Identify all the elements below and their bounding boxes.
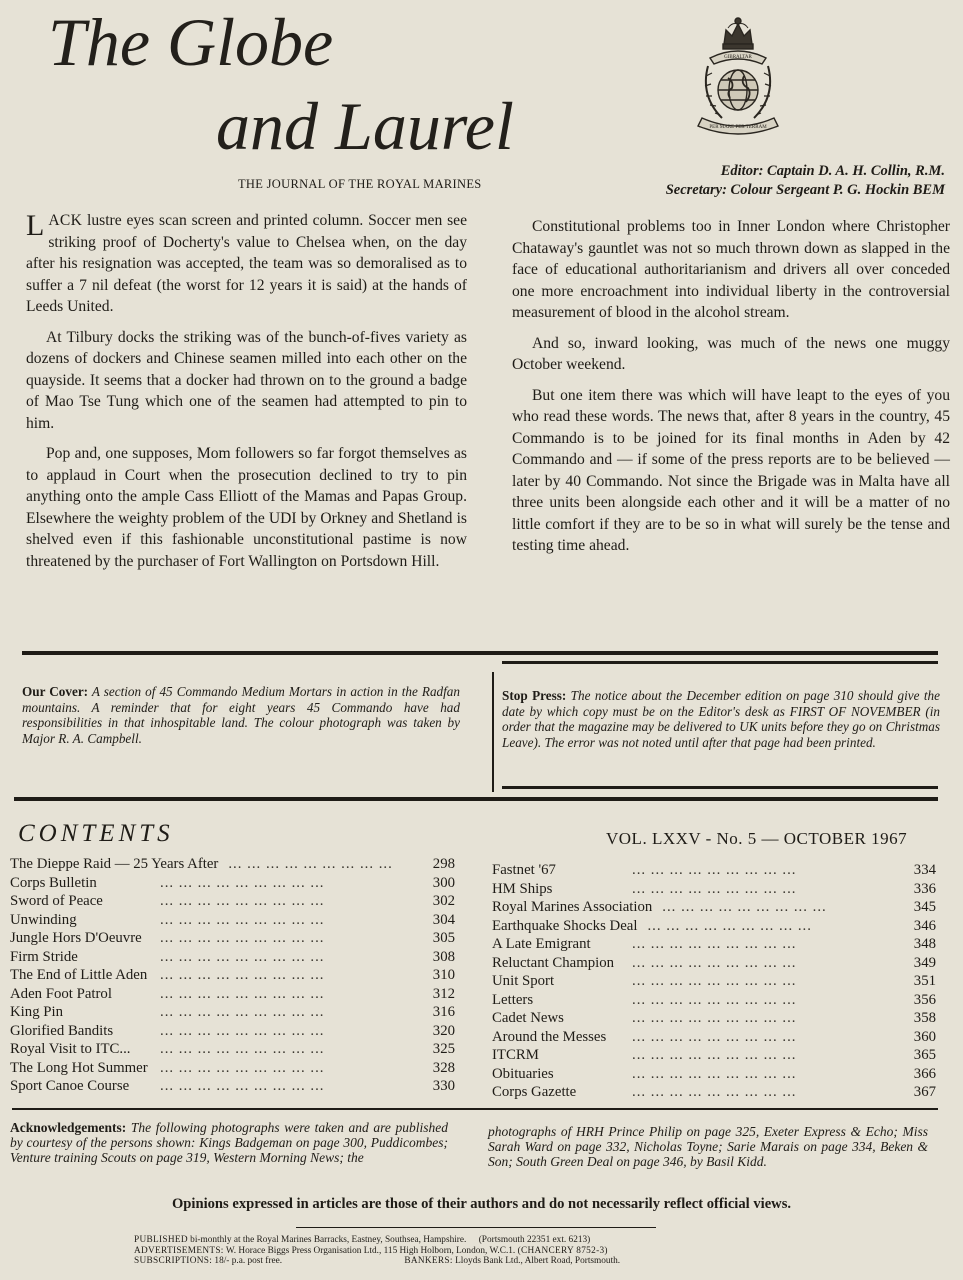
publication-footer <box>134 1235 834 1267</box>
column-divider <box>492 672 494 792</box>
contents-entry-title: Royal Visit to ITC... <box>10 1041 131 1057</box>
stop-press-note <box>502 688 940 750</box>
divider-rule <box>502 661 938 664</box>
contents-leader-dots: ... ... ... ... ... ... ... ... ... <box>662 899 827 915</box>
contents-entry <box>492 955 936 974</box>
contents-entry-page: 325 <box>432 1041 455 1057</box>
contents-entry-title: Firm Stride <box>10 948 78 965</box>
contents-leader-dots: ... ... ... ... ... ... ... ... ... <box>160 1022 325 1039</box>
footer-published: PUBLISHED bi-monthly at the Royal Marines Barracks, Eastney, Southsea, Hampshire. (Portsmouth 22351 ext. 6213) <box>134 1235 591 1245</box>
contents-leader-dots: ... ... ... ... ... ... ... ... ... <box>228 856 393 872</box>
contents-leader-dots: ... ... ... ... ... ... ... ... ... <box>632 973 797 989</box>
crest-upper-text: GIBRALTAR <box>724 55 752 60</box>
contents-entry <box>492 1010 936 1029</box>
contents-entry-page: 310 <box>432 967 455 983</box>
contents-leader-dots: ... ... ... ... ... ... ... ... ... <box>632 1065 797 1082</box>
contents-entry-page: 328 <box>432 1059 455 1076</box>
contents-entry-title: Sport Canoe Course <box>10 1078 130 1094</box>
contents-entry-title: Aden Foot Patrol <box>10 985 112 1002</box>
contents-entry-title: Corps Bulletin <box>10 874 97 891</box>
contents-entry-title: Letters <box>492 991 534 1008</box>
contents-entry <box>492 936 936 955</box>
contents-entry <box>492 862 936 881</box>
contents-entry-title: Glorified Bandits <box>10 1022 114 1039</box>
contents-entry-page: 360 <box>913 1028 936 1045</box>
editorial-paragraph: At Tilbury docks the striking was of the bunch-of-fives variety as dozens of dockers and Chinese seamen milled into each other on the quayside. It seems that a docker had thrown on to the ground a badge of Mao Tse Tung which one of the seamen had attempted to pin to him. <box>26 328 467 432</box>
contents-leader-dots: ... ... ... ... ... ... ... ... ... <box>160 911 325 928</box>
contents-leader-dots: ... ... ... ... ... ... ... ... ... <box>632 1084 797 1100</box>
contents-entry <box>492 899 936 918</box>
contents-leader-dots: ... ... ... ... ... ... ... ... ... <box>160 930 325 946</box>
contents-entry-title: The End of Little Aden <box>10 967 148 983</box>
contents-entry <box>492 918 936 937</box>
stop-press-label: Stop Press: <box>502 688 567 703</box>
contents-leader-dots: ... ... ... ... ... ... ... ... ... <box>632 1028 797 1045</box>
contents-entry-title: Royal Marines Association <box>492 899 653 915</box>
contents-entry <box>10 1004 455 1023</box>
contents-entry <box>10 1078 455 1097</box>
contents-entry-title: ITCRM <box>492 1047 539 1063</box>
contents-entry-title: Sword of Peace <box>10 893 103 909</box>
contents-entry-title: King Pin <box>10 1004 64 1020</box>
contents-entry <box>10 1060 455 1079</box>
divider-rule <box>14 797 938 801</box>
contents-leader-dots: ... ... ... ... ... ... ... ... ... <box>160 1041 325 1057</box>
contents-entry-page: 358 <box>913 1010 936 1026</box>
contents-entry <box>10 1023 455 1042</box>
contents-entry-title: A Late Emigrant <box>492 936 591 952</box>
footer-advertisements: ADVERTISEMENTS: W. Horace Biggs Press Organisation Ltd., 115 High Holborn, London, W.C.1. (CHANCERY 8752-3) <box>134 1245 608 1256</box>
editorial-paragraph: Soccer men see striking proof of Docherty's value to Chelsea when, on the day after his resignation was accepted, the team was so demoralised as to suffer a 7 nil defeat (the worst for 12 years it is said) at the hands of Leeds United. <box>26 212 467 315</box>
contents-entry-title: Obituaries <box>492 1065 554 1082</box>
editorial-paragraph: And so, inward looking, was much of the news one muggy October weekend. <box>512 334 950 373</box>
contents-entry-page: 330 <box>432 1078 455 1094</box>
divider-rule <box>22 651 938 655</box>
acknowledgements-label: Acknowledgements: <box>10 1120 127 1135</box>
disclaimer: Opinions expressed in articles are those of their authors and do not necessarily reflect official views. <box>171 1196 792 1212</box>
stop-press-text: The notice about the December edition on page 310 should give the date by which copy must be on the Editor's desk as FIRST OF NOVEMBER (in order that the magazine may be delivered to UK units before they go on Christmas Leave). The error was not noted until after that page had been printed. <box>502 688 940 750</box>
contents-leader-dots: ... ... ... ... ... ... ... ... ... <box>160 1078 325 1094</box>
contents-entry <box>492 1084 936 1103</box>
contents-leader-dots: ... ... ... ... ... ... ... ... ... <box>160 948 325 965</box>
cover-text: A section of 45 Commando Medium Mortars in action in the Radfan mountains. A reminder that for eight years 45 Commando have had responsibilities in that inhospitable land. The colour photograph was taken by Major R. A. Campbell. <box>22 684 460 746</box>
contents-entry-title: Reluctant Champion <box>492 954 615 971</box>
contents-entry-page: 308 <box>432 948 455 965</box>
masthead-title-line1: The Globe <box>48 4 334 80</box>
contents-entry <box>10 1041 455 1060</box>
contents-entry <box>10 949 455 968</box>
contents-entry-title: Unit Sport <box>492 973 555 989</box>
contents-entry-page: 320 <box>432 1022 455 1039</box>
contents-entry-page: 349 <box>913 954 936 971</box>
contents-list-right <box>492 862 936 1103</box>
cover-note <box>22 684 460 746</box>
editorial-paragraph: Pop and, one supposes, Mom followers so far forgot themselves as to applaud in Court when the prosecution declined to try to pin anything onto the ample Cass Elliott of the Mamas and Papas Group. Elsewhere the weighty problem of the UDI by Orkney and Shetland is shelved even if this fashionable unconstitutional pastime is now threatened by the purchaser of Fort Wallington on Portsdown Hill. <box>26 445 467 570</box>
contents-leader-dots: ... ... ... ... ... ... ... ... ... <box>647 917 812 934</box>
contents-entry <box>492 1066 936 1085</box>
contents-leader-dots: ... ... ... ... ... ... ... ... ... <box>160 1004 325 1020</box>
footer-rule <box>296 1227 656 1228</box>
contents-entry-page: 316 <box>432 1004 455 1020</box>
editor-credits <box>545 162 945 200</box>
contents-entry-page: 346 <box>913 917 936 934</box>
royal-marines-crest-icon <box>688 14 788 138</box>
contents-entry-title: Corps Gazette <box>492 1084 577 1100</box>
drop-cap: L <box>26 209 45 242</box>
contents-entry-page: 348 <box>913 936 936 952</box>
acknowledgements-text: The following photographs were taken and are published by courtesy of the persons shown: Kings Badgeman on page 300, Puddicombes; Venture training Scouts on page 319, Western Morning News; the <box>10 1120 449 1165</box>
contents-entry-page: 351 <box>913 973 936 989</box>
editorial-opening-paragraph <box>26 210 467 318</box>
contents-leader-dots: ... ... ... ... ... ... ... ... ... <box>632 880 797 897</box>
contents-entry-page: 312 <box>432 985 455 1002</box>
crest-lower-text: PER MARE PER TERRAM <box>709 125 767 130</box>
divider-rule <box>502 786 938 789</box>
masthead-title-line2: and Laurel <box>216 88 514 164</box>
contents-entry-page: 305 <box>432 930 455 946</box>
contents-leader-dots: ... ... ... ... ... ... ... ... ... <box>632 936 797 952</box>
contents-entry <box>10 856 455 875</box>
contents-entry <box>492 1047 936 1066</box>
contents-entry <box>10 986 455 1005</box>
editorial-right-column <box>512 216 950 566</box>
contents-entry-page: 334 <box>913 862 936 878</box>
contents-entry-title: Cadet News <box>492 1010 564 1026</box>
contents-entry-page: 367 <box>913 1084 936 1100</box>
divider-rule <box>12 1108 938 1110</box>
opening-smallcaps: ACK <box>48 212 83 229</box>
contents-entry-title: Jungle Hors D'Oeuvre <box>10 930 142 946</box>
editorial-paragraph: But one item there was which will have leapt to the eyes of you who read these words. The news that, after 8 years in the country, 45 Commando is to be joined for its final months in Aden by 42 Commando and — if some of the press reports are to be believed — later by 40 Commando. Not since the Brigade was in Malta have all three units been alongside each other and it will be a matter of no little comfort if they are to be so in what will surely be the tense and testing time ahead. <box>512 386 950 554</box>
contents-entry-page: 366 <box>913 1065 936 1082</box>
contents-leader-dots: ... ... ... ... ... ... ... ... ... <box>632 991 797 1008</box>
contents-entry <box>492 973 936 992</box>
editorial-paragraph: Constitutional problems too in Inner London where Christopher Chataway's gauntlet was not so much thrown down as slapped in the face of educational authoritarianism and drivers all over conceded one more encroachment into individual liberty in the controversial measurement of blood in the alcohol stream. <box>512 218 950 321</box>
contents-leader-dots: ... ... ... ... ... ... ... ... ... <box>632 1010 797 1026</box>
contents-entry-title: The Long Hot Summer <box>10 1059 148 1076</box>
contents-entry-page: 298 <box>432 856 455 872</box>
contents-entry-page: 365 <box>913 1047 936 1063</box>
editorial-left-column <box>26 210 467 581</box>
contents-heading: CONTENTS <box>18 820 174 847</box>
acknowledgements-right: photographs of HRH Prince Philip on page 325, Exeter Express & Echo; Miss Sarah Ward on page 332, Nicholas Toyne; Sarie Marais on page 334, Beken & Son; South Green Deal on page 346, by Basil Kidd. <box>488 1124 928 1169</box>
contents-entry-page: 302 <box>432 893 455 909</box>
footer-subscriptions: SUBSCRIPTIONS: 18/- p.a. post free. BANKERS: Lloyds Bank Ltd., Albert Road, Portsmouth. <box>134 1256 621 1267</box>
contents-entry <box>492 1029 936 1048</box>
contents-entry-page: 304 <box>432 911 455 928</box>
contents-entry-title: Unwinding <box>10 911 77 928</box>
contents-list-left <box>10 856 455 1097</box>
contents-leader-dots: ... ... ... ... ... ... ... ... ... <box>160 1059 325 1076</box>
masthead-subtitle: THE JOURNAL OF THE ROYAL MARINES <box>238 177 482 191</box>
contents-entry <box>10 967 455 986</box>
contents-entry <box>492 992 936 1011</box>
contents-entry <box>10 875 455 894</box>
contents-entry-title: The Dieppe Raid — 25 Years After <box>10 856 219 872</box>
contents-entry-page: 300 <box>432 874 455 891</box>
cover-label: Our Cover: <box>22 684 89 699</box>
secretary-line: Secretary: Colour Sergeant P. G. Hockin BEM <box>665 182 945 198</box>
contents-leader-dots: ... ... ... ... ... ... ... ... ... <box>632 954 797 971</box>
contents-entry <box>492 881 936 900</box>
contents-entry <box>10 912 455 931</box>
contents-entry-title: Earthquake Shocks Deal <box>492 917 638 934</box>
contents-entry-title: Around the Messes <box>492 1028 607 1045</box>
contents-entry-title: Fastnet '67 <box>492 862 556 878</box>
contents-leader-dots: ... ... ... ... ... ... ... ... ... <box>160 967 325 983</box>
contents-leader-dots: ... ... ... ... ... ... ... ... ... <box>160 874 325 891</box>
volume-line: VOL. LXXV - No. 5 — OCTOBER 1967 <box>606 829 908 848</box>
contents-leader-dots: ... ... ... ... ... ... ... ... ... <box>632 862 797 878</box>
opening-text: lustre eyes scan screen and printed column. <box>87 212 364 229</box>
contents-entry-page: 336 <box>913 880 936 897</box>
acknowledgements-left <box>10 1120 448 1165</box>
contents-entry-page: 356 <box>913 991 936 1008</box>
contents-leader-dots: ... ... ... ... ... ... ... ... ... <box>632 1047 797 1063</box>
editor-line: Editor: Captain D. A. H. Collin, R.M. <box>720 163 945 179</box>
contents-entry <box>10 893 455 912</box>
contents-entry-title: HM Ships <box>492 880 553 897</box>
contents-entry <box>10 930 455 949</box>
contents-leader-dots: ... ... ... ... ... ... ... ... ... <box>160 893 325 909</box>
contents-entry-page: 345 <box>913 899 936 915</box>
contents-leader-dots: ... ... ... ... ... ... ... ... ... <box>160 985 325 1002</box>
